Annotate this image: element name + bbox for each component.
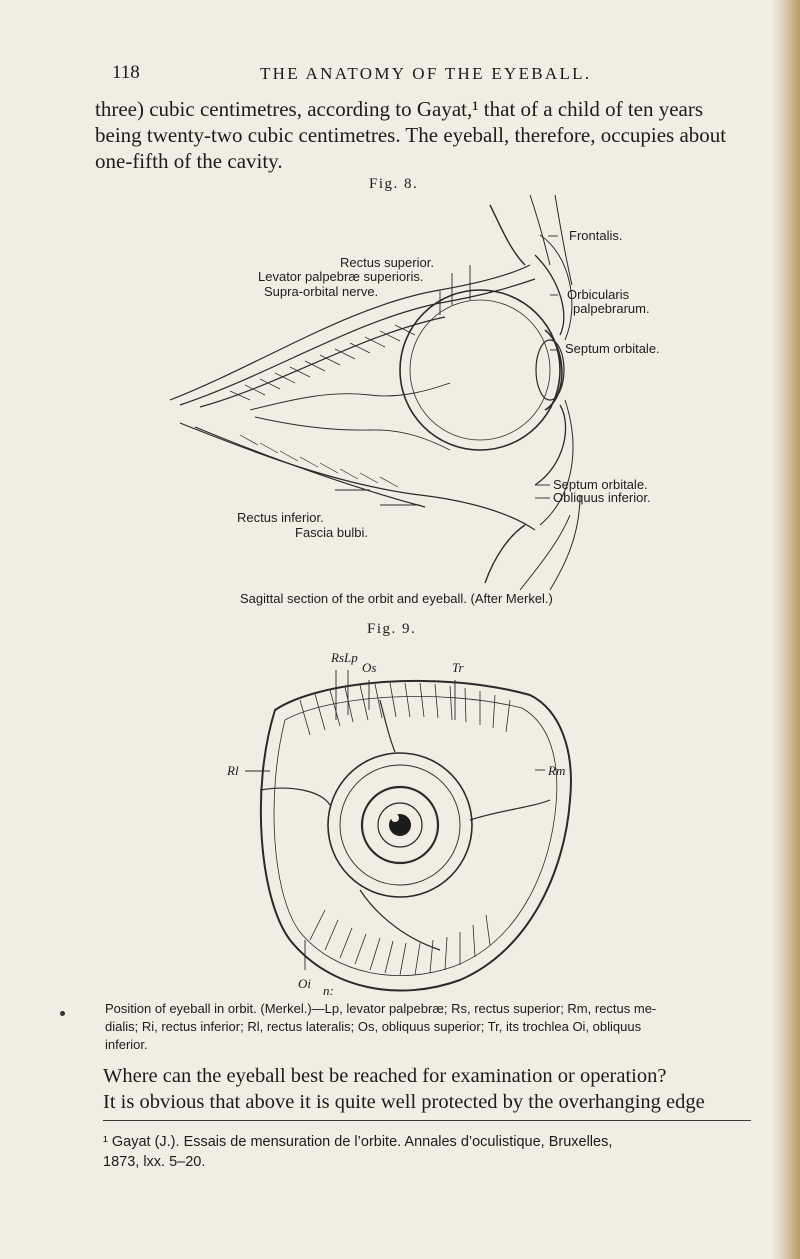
paragraph-2-line: Where can the eyeball best be reached for examination or operation?: [103, 1065, 667, 1087]
paragraph-1-line: three) cubic centimetres, according to Gayat,¹ that of a child of ten years: [95, 97, 704, 121]
label-frontalis: Frontalis.: [569, 228, 623, 243]
figure-8-illustration: [140, 195, 700, 595]
label-supra-orbital: Supra-orbital nerve.: [264, 284, 379, 299]
figure-9-illustration: [227, 640, 590, 1010]
page-number: 118: [112, 62, 140, 83]
footnote-rule: [103, 1120, 751, 1121]
label-rl: Rl: [227, 763, 239, 778]
paragraph-1: [95, 96, 745, 174]
figure-9-caption-line: inferior.: [105, 1037, 148, 1052]
figure-9-caption: [105, 1000, 745, 1054]
footnote-line: 1873, lxx. 5–20.: [103, 1154, 206, 1170]
label-fascia-bulbi: Fascia bulbi.: [295, 525, 368, 540]
label-n: n:: [323, 983, 334, 998]
figure-9-caption-line: dialis; Ri, rectus inferior; Rl, rectus lateralis; Os, obliquus superior; Tr, its trochlea Oi, obliquus: [105, 1019, 642, 1034]
label-septum-upper: Septum orbitale.: [565, 341, 660, 356]
footnote: [103, 1132, 753, 1172]
figure-9-drawing: [260, 681, 571, 991]
label-oi: Oi: [298, 976, 311, 991]
label-rectus-inferior: Rectus inferior.: [237, 510, 324, 525]
label-rs: Rs: [331, 650, 344, 665]
label-tr: Tr: [452, 660, 464, 675]
figure-8-label: Fig. 8.: [369, 176, 419, 192]
label-os: Os: [362, 660, 377, 675]
label-lp: Lp: [344, 650, 358, 665]
running-title: THE ANATOMY OF THE EYEBALL.: [260, 64, 592, 83]
figure-8-caption: Sagittal section of the orbit and eyeball. (After Merkel.): [240, 591, 553, 606]
label-orbicularis: Orbicularis: [567, 287, 630, 302]
margin-mark: [60, 1011, 65, 1016]
paragraph-2: [103, 1063, 753, 1115]
figure-9-label: Fig. 9.: [367, 621, 417, 637]
label-levator: Levator palpebræ superioris.: [258, 269, 424, 284]
paragraph-1-line: being twenty-two cubic centimetres. The eyeball, therefore, occupies about: [95, 123, 727, 147]
label-obliquus-inferior: Obliquus inferior.: [553, 490, 651, 505]
label-septum-lower: Septum orbitale.: [553, 477, 648, 492]
label-orbicularis-2: palpebrarum.: [573, 301, 650, 316]
paragraph-1-line: one-fifth of the cavity.: [95, 149, 283, 173]
label-rm: Rm: [548, 763, 566, 778]
page-header: [110, 62, 730, 86]
paragraph-2-line: It is obvious that above it is quite well protected by the overhanging edge: [103, 1091, 705, 1113]
figure-9-caption-line: Position of eyeball in orbit. (Merkel.)—Lp, levator palpebræ; Rs, rectus superior; Rm, rectus me-: [105, 1001, 657, 1016]
label-rectus-superior: Rectus superior.: [340, 255, 434, 270]
footnote-line: ¹ Gayat (J.). Essais de mensuration de l’orbite. Annales d’oculistique, Bruxelles,: [103, 1134, 613, 1150]
page-edge: [772, 0, 800, 1259]
